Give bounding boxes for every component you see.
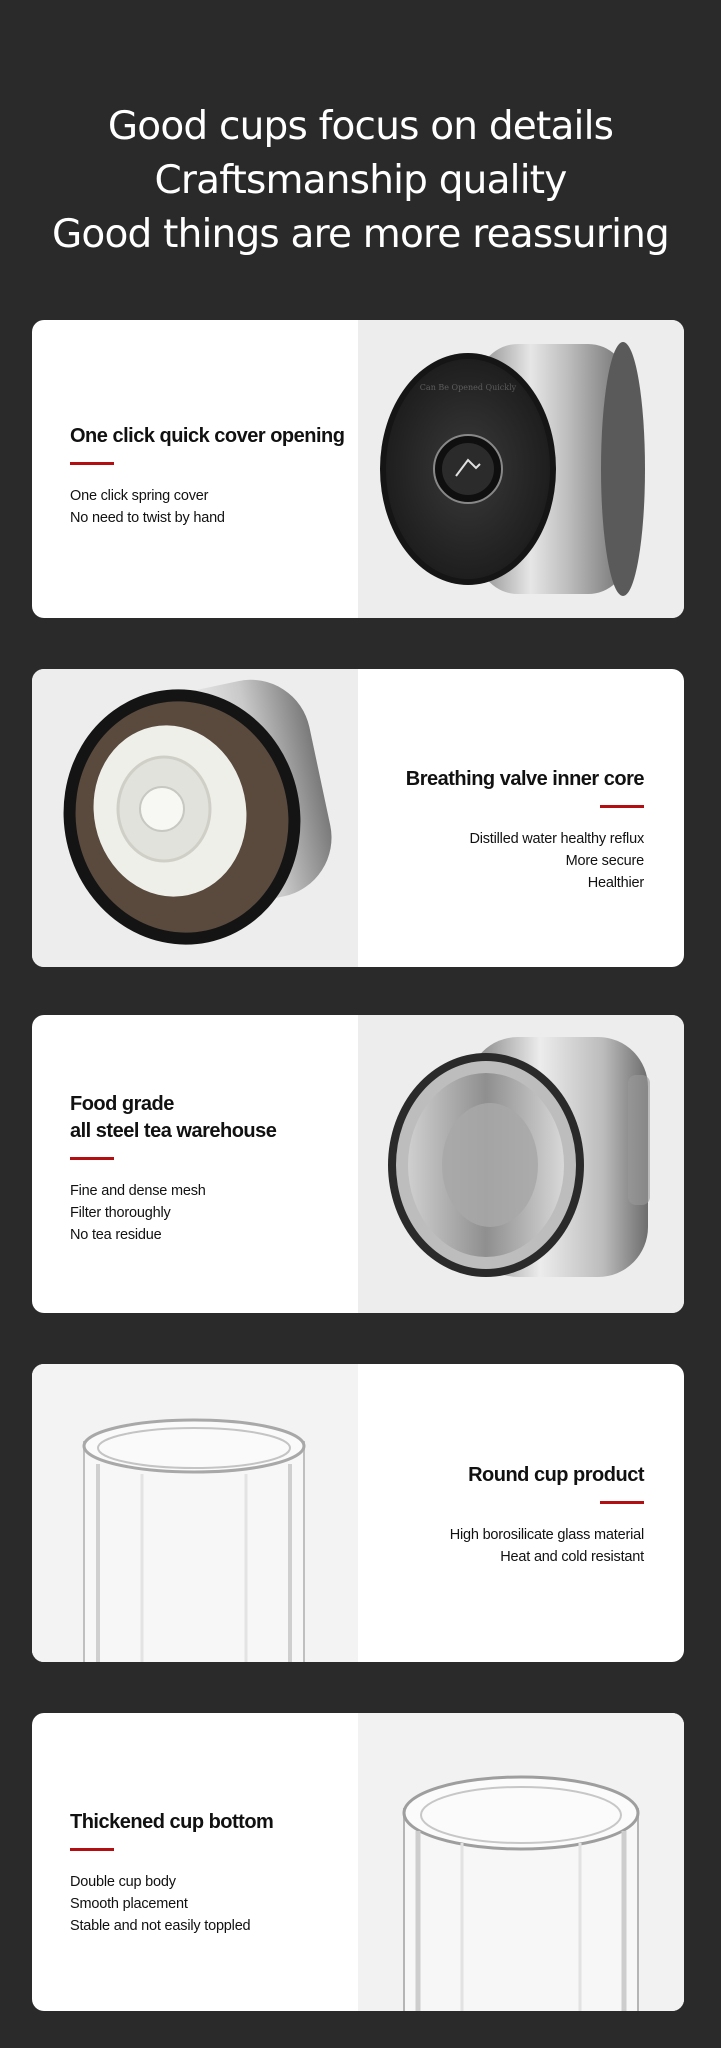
feature-title-line-2: all steel tea warehouse <box>70 1120 277 1142</box>
feature-line: No tea residue <box>70 1227 162 1243</box>
accent-rule <box>600 1501 644 1504</box>
feature-card-valve <box>32 669 684 967</box>
feature-line: Heat and cold resistant <box>500 1549 644 1565</box>
steel-tea-infuser-image <box>358 1015 684 1313</box>
headline <box>0 100 721 262</box>
feature-title: Round cup product <box>468 1464 644 1486</box>
feature-line: Fine and dense mesh <box>70 1183 206 1199</box>
accent-rule <box>600 805 644 808</box>
feature-line: One click spring cover <box>70 488 209 504</box>
feature-text <box>358 669 684 967</box>
feature-title: Thickened cup bottom <box>70 1811 274 1833</box>
feature-text <box>32 320 358 618</box>
glass-cup-body-image <box>358 1713 684 2011</box>
lid-top-view-image <box>358 320 684 618</box>
lid-bottom-valve-image <box>32 669 358 967</box>
lid-lettering: Can Be Opened Quickly <box>419 383 517 392</box>
accent-rule <box>70 1848 114 1851</box>
feature-card-tea-warehouse <box>32 1015 684 1313</box>
feature-text <box>32 1015 358 1313</box>
feature-title: Breathing valve inner core <box>405 768 644 790</box>
feature-text <box>358 1364 684 1662</box>
feature-title-line-1: Food grade <box>70 1093 174 1115</box>
feature-text <box>32 1713 358 2011</box>
feature-line: Double cup body <box>70 1874 176 1890</box>
feature-line: Distilled water healthy reflux <box>469 831 644 847</box>
glass-cup-rim-image <box>32 1364 358 1662</box>
accent-rule <box>70 462 114 465</box>
feature-line: High borosilicate glass material <box>449 1527 644 1543</box>
feature-line: Healthier <box>587 875 644 891</box>
feature-line: Stable and not easily toppled <box>70 1918 251 1934</box>
headline-line-1: Good cups focus on details <box>107 104 614 149</box>
feature-line: Filter thoroughly <box>70 1205 171 1221</box>
feature-card-round-cup <box>32 1364 684 1662</box>
headline-line-2: Craftsmanship quality <box>154 158 567 203</box>
accent-rule <box>70 1157 114 1160</box>
headline-line-3: Good things are more reassuring <box>52 212 669 257</box>
feature-line: More secure <box>565 853 644 869</box>
feature-line: No need to twist by hand <box>70 510 225 526</box>
feature-line: Smooth placement <box>70 1896 188 1912</box>
feature-card-quick-open <box>32 320 684 618</box>
feature-card-cup-bottom <box>32 1713 684 2011</box>
feature-title: One click quick cover opening <box>70 425 345 447</box>
